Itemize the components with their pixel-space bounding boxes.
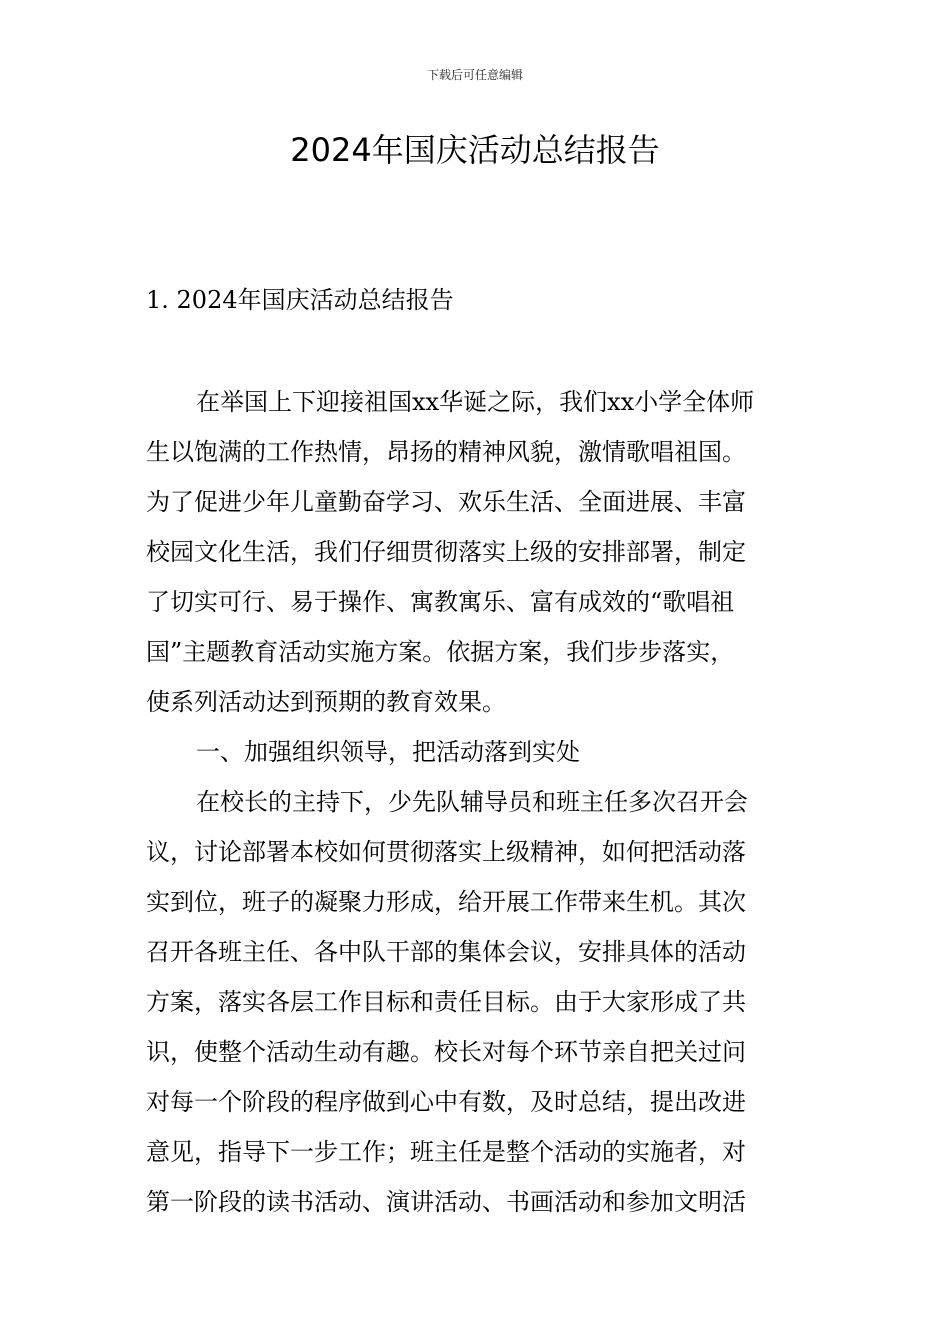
paragraph-line: 第一阶段的读书活动、演讲活动、书画活动和参加文明活	[146, 1188, 746, 1216]
page-title: 2024年国庆活动总结报告	[290, 131, 660, 169]
paragraph-line: 在校长的主持下，少先队辅导员和班主任多次召开会	[196, 788, 748, 816]
section-heading: 1. 2024年国庆活动总结报告	[146, 286, 454, 314]
paragraph-line: 在举国上下迎接祖国xx华诞之际，我们xx小学全体师	[196, 388, 755, 416]
paragraph-line: 对每一个阶段的程序做到心中有数，及时总结，提出改进	[146, 1088, 746, 1116]
paragraph-line: 生以饱满的工作热情，昂扬的精神风貌，激情歌唱祖国。	[146, 438, 746, 466]
subsection-heading: 一、加强组织领导，把活动落到实处	[196, 738, 580, 766]
paragraph-line: 校园文化生活，我们仔细贯彻落实上级的安排部署，制定	[146, 538, 746, 566]
paragraph-line: 实到位，班子的凝聚力形成，给开展工作带来生机。其次	[146, 888, 746, 916]
paragraph-line: 方案，落实各层工作目标和责任目标。由于大家形成了共	[146, 988, 746, 1016]
paragraph-line: 了切实可行、易于操作、寓教寓乐、富有成效的“歌唱祖	[146, 588, 735, 616]
paragraph-line: 召开各班主任、各中队干部的集体会议，安排具体的活动	[146, 938, 746, 966]
paragraph-line: 国”主题教育活动实施方案。依据方案，我们步步落实，	[146, 638, 735, 666]
paragraph-line: 使系列活动达到预期的教育效果。	[146, 688, 506, 716]
paragraph-line: 议，讨论部署本校如何贯彻落实上级精神，如何把活动落	[146, 838, 746, 866]
body-text	[146, 377, 810, 1227]
paragraph-line: 意见，指导下一步工作；班主任是整个活动的实施者，对	[146, 1138, 746, 1166]
paragraph-line: 为了促进少年儿童勤奋学习、欢乐生活、全面进展、丰富	[146, 488, 746, 516]
header-note: 下载后可任意编辑	[426, 68, 523, 82]
paragraph-line: 识，使整个活动生动有趣。校长对每个环节亲自把关过问	[146, 1038, 746, 1066]
